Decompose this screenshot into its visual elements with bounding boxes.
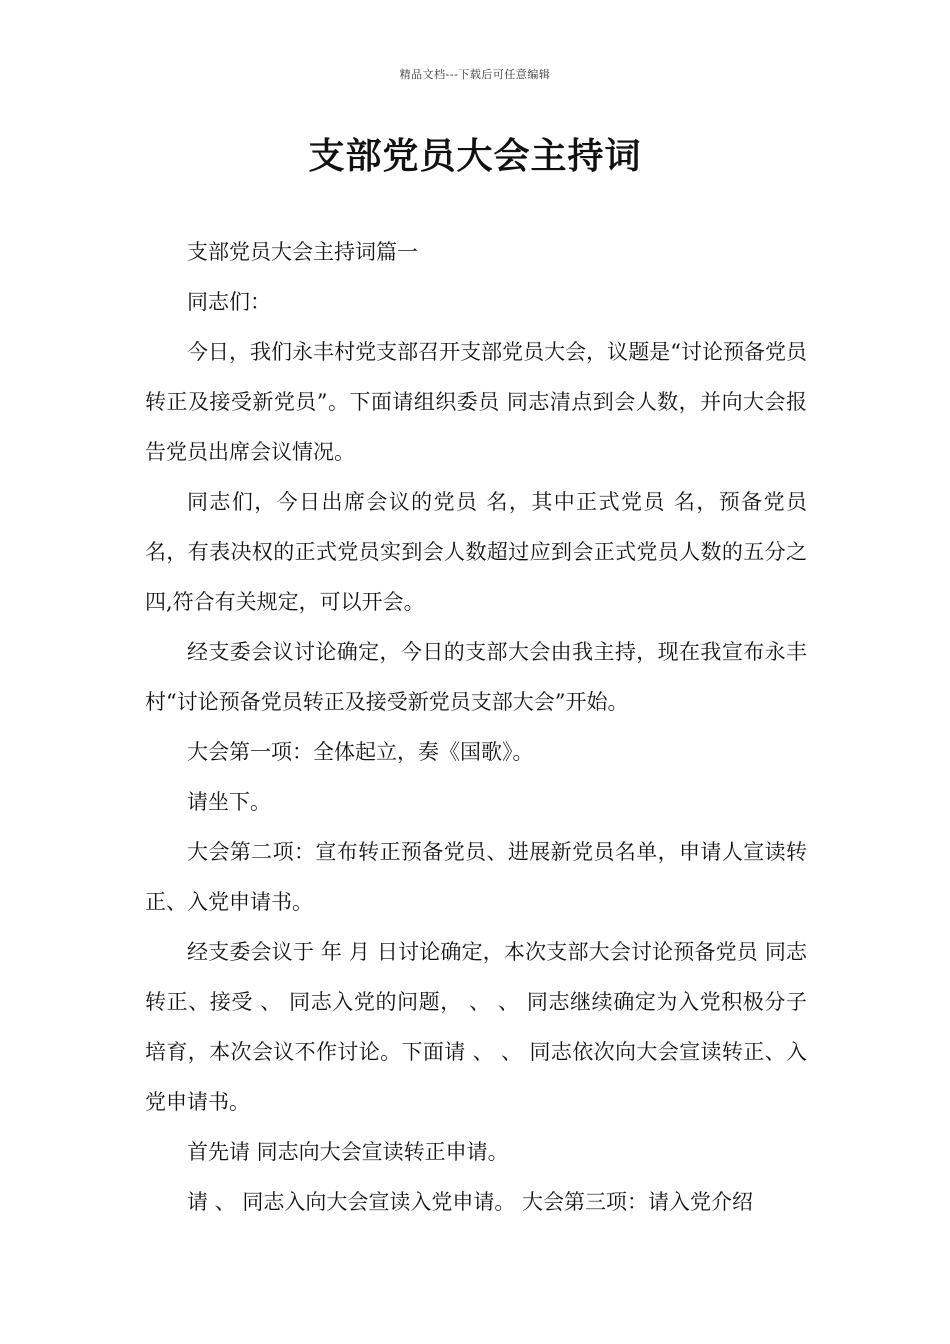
paragraph: 经支委会议于 年 月 日讨论确定，本次支部大会讨论预备党员 同志转正、接受 、 同志入党的问题， 、 、 同志继续确定为入党积极分子培育，本次会议不作讨论。下面请 、 、 同志依次向大会宣读转正、入党申请书。: [145, 940, 807, 1114]
paragraph: 请 、 同志入向大会宣读入党申请。 大会第三项：请入党介绍: [187, 1190, 754, 1214]
paragraph: 大会第二项：宣布转正预备党员、进展新党员名单，申请人宣读转正、入党申请书。: [145, 840, 807, 914]
paragraph: 请坐下。: [187, 790, 271, 814]
paragraph: 经支委会议讨论确定，今日的支部大会由我主持，现在我宣布永丰村“讨论预备党员转正及接受新党员支部大会”开始。: [145, 640, 807, 714]
document-body: [145, 227, 807, 1227]
paragraph: 首先请 同志向大会宣读转正申请。: [187, 1140, 509, 1164]
paragraph: 大会第一项：全体起立，奏《国歌》。: [187, 740, 534, 764]
paragraph: 今日，我们永丰村党支部召开支部党员大会，议题是“讨论预备党员转正及接受新党员”。下面请组织委员 同志清点到会人数，并向大会报告党员出席会议情况。: [145, 340, 807, 464]
header-note: 精品文档---下载后可任意编辑: [399, 68, 551, 81]
paragraph: 同志们：: [187, 290, 271, 314]
paragraph: 支部党员大会主持词篇一: [187, 240, 418, 264]
document-title: 支部党员大会主持词: [308, 135, 642, 177]
paragraph: 同志们，今日出席会议的党员 名，其中正式党员 名，预备党员 名，有表决权的正式党员实到会人数超过应到会正式党员人数的五分之四,符合有关规定，可以开会。: [145, 490, 807, 614]
